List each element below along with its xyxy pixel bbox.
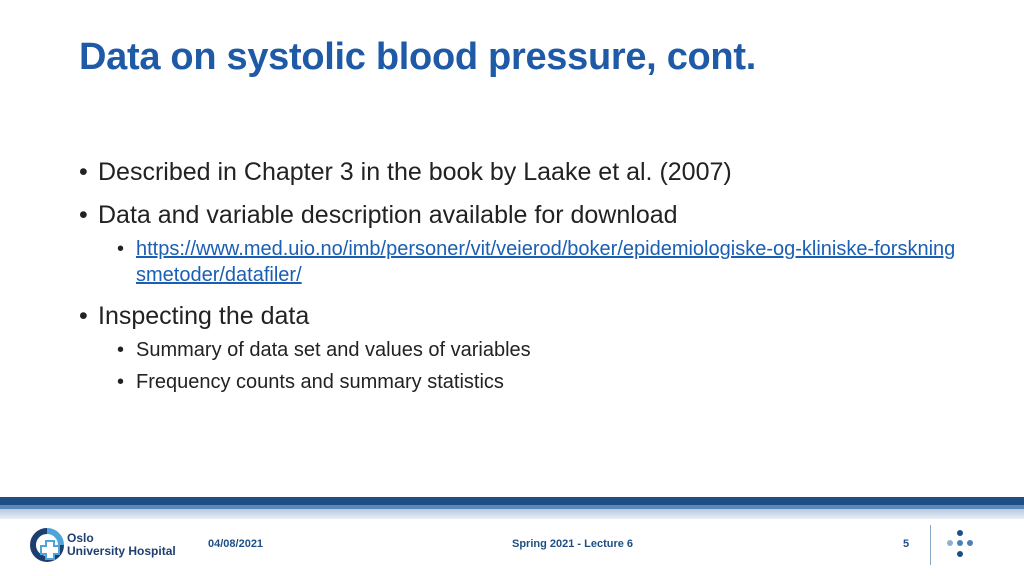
logo-line-1: Oslo — [67, 531, 94, 545]
footer-stripe-light — [0, 509, 1024, 519]
bullet-marker: • — [117, 371, 125, 393]
logo-text — [67, 532, 176, 558]
sub-bullet-text: Frequency counts and summary statistics — [136, 371, 504, 393]
bullet-marker: • — [79, 302, 88, 330]
bullet-marker: • — [117, 238, 125, 260]
download-link[interactable]: https://www.med.uio.no/imb/personer/vit/veierod/boker/epidemiologiske-og-kliniske-forskningsmetoder/datafiler/ — [136, 238, 956, 286]
bullet-item — [79, 199, 959, 231]
hospital-logo — [30, 527, 180, 567]
sub-bullet-list — [79, 337, 959, 395]
slide-title: Data on systolic blood pressure, cont. — [79, 36, 756, 78]
bullet-item — [79, 156, 959, 188]
footer-date: 04/08/2021 — [208, 538, 264, 550]
bullet-text: Data and variable description available for download — [98, 201, 678, 229]
sub-bullet-item — [117, 337, 959, 363]
sub-bullet-item — [117, 369, 959, 395]
slide-footer — [0, 521, 1024, 576]
bullet-marker: • — [117, 339, 125, 361]
footer-stripe-dark — [0, 497, 1024, 505]
dot-cluster-icon — [944, 529, 976, 559]
footer-stripe — [0, 497, 1024, 521]
slide-content — [79, 156, 959, 407]
bullet-text: Described in Chapter 3 in the book by Laake et al. (2007) — [98, 158, 732, 186]
sub-bullet-text: Summary of data set and values of variables — [136, 339, 531, 361]
bullet-marker: • — [79, 158, 88, 186]
oslo-university-hospital-logo-icon — [30, 528, 64, 562]
footer-lecture: Spring 2021 - Lecture 6 — [512, 538, 634, 550]
bullet-text: Inspecting the data — [98, 302, 310, 330]
footer-divider — [930, 525, 931, 565]
logo-line-2: University Hospital — [67, 544, 176, 558]
bullet-item — [79, 300, 959, 332]
sub-bullet-item — [117, 236, 959, 288]
sub-bullet-list — [79, 236, 959, 288]
bullet-marker: • — [79, 201, 88, 229]
page-number: 5 — [903, 538, 910, 550]
